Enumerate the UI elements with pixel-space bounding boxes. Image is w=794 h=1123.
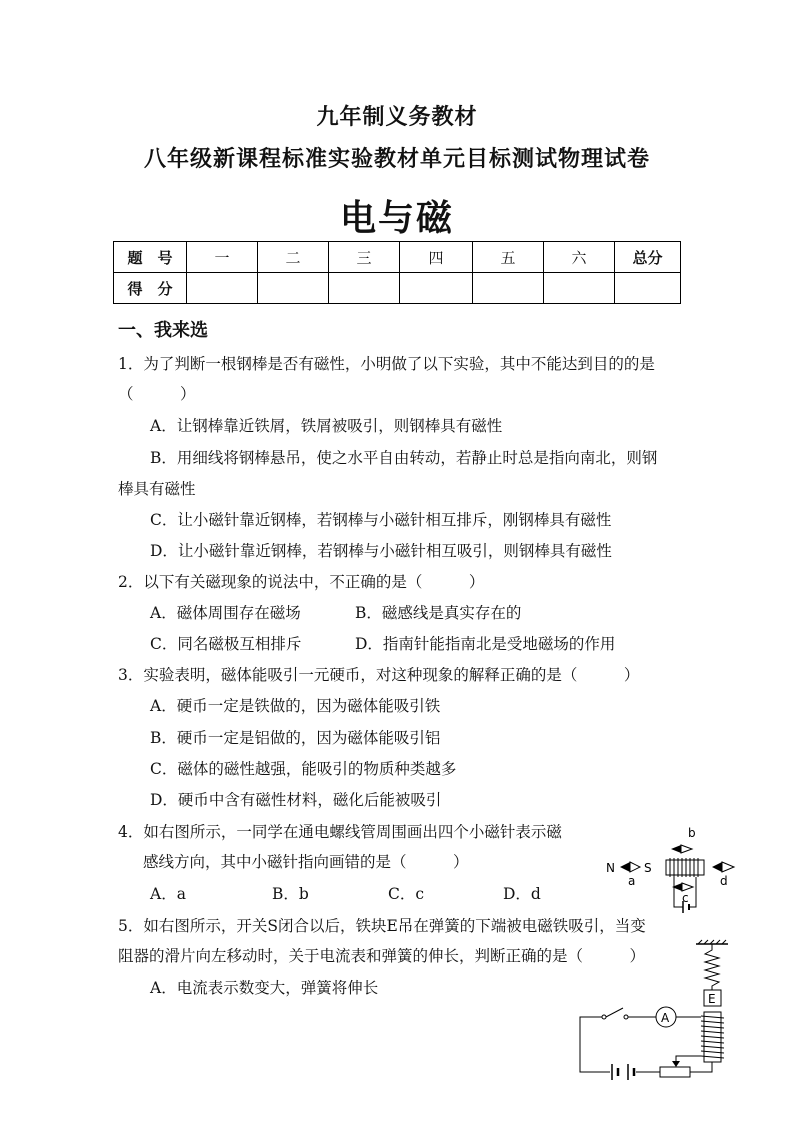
- header-cell-3: 三: [329, 242, 400, 273]
- header-cell-4: 四: [400, 242, 473, 273]
- spring: [705, 944, 719, 990]
- q3-option-d: D．硬币中含有磁性材料，磁化后能被吸引: [150, 791, 442, 809]
- q4-solenoid-figure: [604, 825, 754, 915]
- q5-stem-line1: 5．如右图所示，开关S闭合以后，铁块E吊在弹簧的下端被电磁铁吸引，当变: [118, 917, 646, 935]
- q3-option-b: B．硬币一定是铝做的，因为磁体能吸引铝: [150, 729, 441, 747]
- exam-title: 八年级新课程标准实验教材单元目标测试物理试卷: [143, 146, 650, 172]
- q1-option-b-line1: B．用细线将钢棒悬吊，使之水平自由转动，若静止时总是指向南北，则钢: [150, 449, 658, 467]
- q1-option-b-line2: 棒具有磁性: [118, 480, 196, 498]
- wire-bottom-right: [690, 1062, 712, 1072]
- q4-option-a: A．a: [150, 885, 186, 903]
- q4-option-d: D．d: [503, 885, 541, 903]
- q2-stem: 2．以下有关磁现象的说法中，不正确的是（ ）: [118, 573, 485, 591]
- battery: [612, 1064, 634, 1080]
- slider-wire: [676, 1056, 701, 1061]
- wire-right: [689, 877, 696, 907]
- q2-option-b: B．磁感线是真实存在的: [355, 604, 522, 622]
- q2-option-a: A．磁体周围存在磁场: [150, 604, 301, 622]
- score-cell-6[interactable]: [544, 273, 615, 304]
- score-table: [113, 241, 681, 304]
- rheostat: [660, 1067, 690, 1077]
- q4-option-c: C．c: [388, 885, 425, 903]
- header-cell-1: 一: [187, 242, 258, 273]
- score-cell-5[interactable]: [473, 273, 544, 304]
- score-cell-2[interactable]: [258, 273, 329, 304]
- q1-option-c: C．让小磁针靠近钢棒，若钢棒与小磁针相互排斥，刚钢棒具有磁性: [150, 511, 612, 529]
- label-E: E: [708, 992, 716, 1006]
- score-row-label: 得 分: [114, 273, 187, 304]
- q5-circuit-figure: [578, 940, 738, 1090]
- q1-option-d: D．让小磁针靠近钢棒，若钢棒与小磁针相互吸引，则钢棒具有磁性: [150, 542, 612, 560]
- switch-lever[interactable]: [606, 1008, 623, 1017]
- wire-left-loop: [580, 1017, 610, 1072]
- q2-option-c: C．同名磁极互相排斥: [150, 635, 302, 653]
- compass-needle-b: [671, 845, 692, 853]
- switch-contact-right: [624, 1015, 628, 1019]
- q1-stem-line2: （ ）: [118, 385, 196, 403]
- compass-needle-left: [620, 862, 640, 872]
- series-title: 九年制义务教材: [316, 104, 478, 130]
- q5-option-a: A．电流表示数变大，弹簧将伸长: [150, 979, 379, 997]
- label-N: N: [606, 861, 615, 875]
- label-S: S: [644, 861, 652, 875]
- score-table-score-row: [114, 273, 681, 304]
- unit-title: 电与磁: [339, 197, 454, 239]
- rheostat-slider[interactable]: [672, 1061, 680, 1067]
- label-d: d: [720, 874, 728, 888]
- compass-needle-d: [712, 862, 734, 872]
- switch-contact-left: [602, 1015, 606, 1019]
- q3-option-c: C．磁体的磁性越强，能吸引的物质种类越多: [150, 760, 457, 778]
- q4-stem-line1: 4．如右图所示，一同学在通电螺线管周围画出四个小磁针表示磁: [118, 823, 562, 841]
- header-cell-6: 六: [544, 242, 615, 273]
- q3-stem: 3．实验表明，磁体能吸引一元硬币，对这种现象的解释正确的是（ ）: [118, 666, 640, 684]
- score-cell-4[interactable]: [400, 273, 473, 304]
- ammeter-label: A: [661, 1011, 670, 1025]
- score-table-header-row: [114, 242, 681, 273]
- q2-option-d: D．指南针能指南北是受地磁场的作用: [355, 635, 616, 653]
- q4-option-b: B．b: [272, 885, 309, 903]
- header-cell-question: 题 号: [114, 242, 187, 273]
- label-c: c: [682, 891, 689, 905]
- q3-option-a: A．硬币一定是铁做的，因为磁体能吸引铁: [150, 697, 441, 715]
- header-cell-2: 二: [258, 242, 329, 273]
- header-cell-5: 五: [473, 242, 544, 273]
- section-title: 一、我来选: [118, 320, 208, 341]
- q1-stem-line1: 1．为了判断一根钢棒是否有磁性，小明做了以下实验，其中不能达到目的的是: [118, 355, 655, 373]
- label-a: a: [628, 874, 636, 888]
- header-cell-total: 总分: [615, 242, 681, 273]
- compass-needle-c: [672, 883, 693, 891]
- score-cell-3[interactable]: [329, 273, 400, 304]
- score-cell-1[interactable]: [187, 273, 258, 304]
- label-b: b: [688, 826, 696, 840]
- q5-stem-line2: 阻器的滑片向左移动时，关于电流表和弹簧的伸长，判断正确的是（ ）: [118, 947, 646, 965]
- q4-stem-line2: 感线方向，其中小磁针指向画错的是（ ）: [143, 853, 469, 871]
- q1-option-a: A．让钢棒靠近铁屑，铁屑被吸引，则钢棒具有磁性: [150, 417, 503, 435]
- score-cell-total[interactable]: [615, 273, 681, 304]
